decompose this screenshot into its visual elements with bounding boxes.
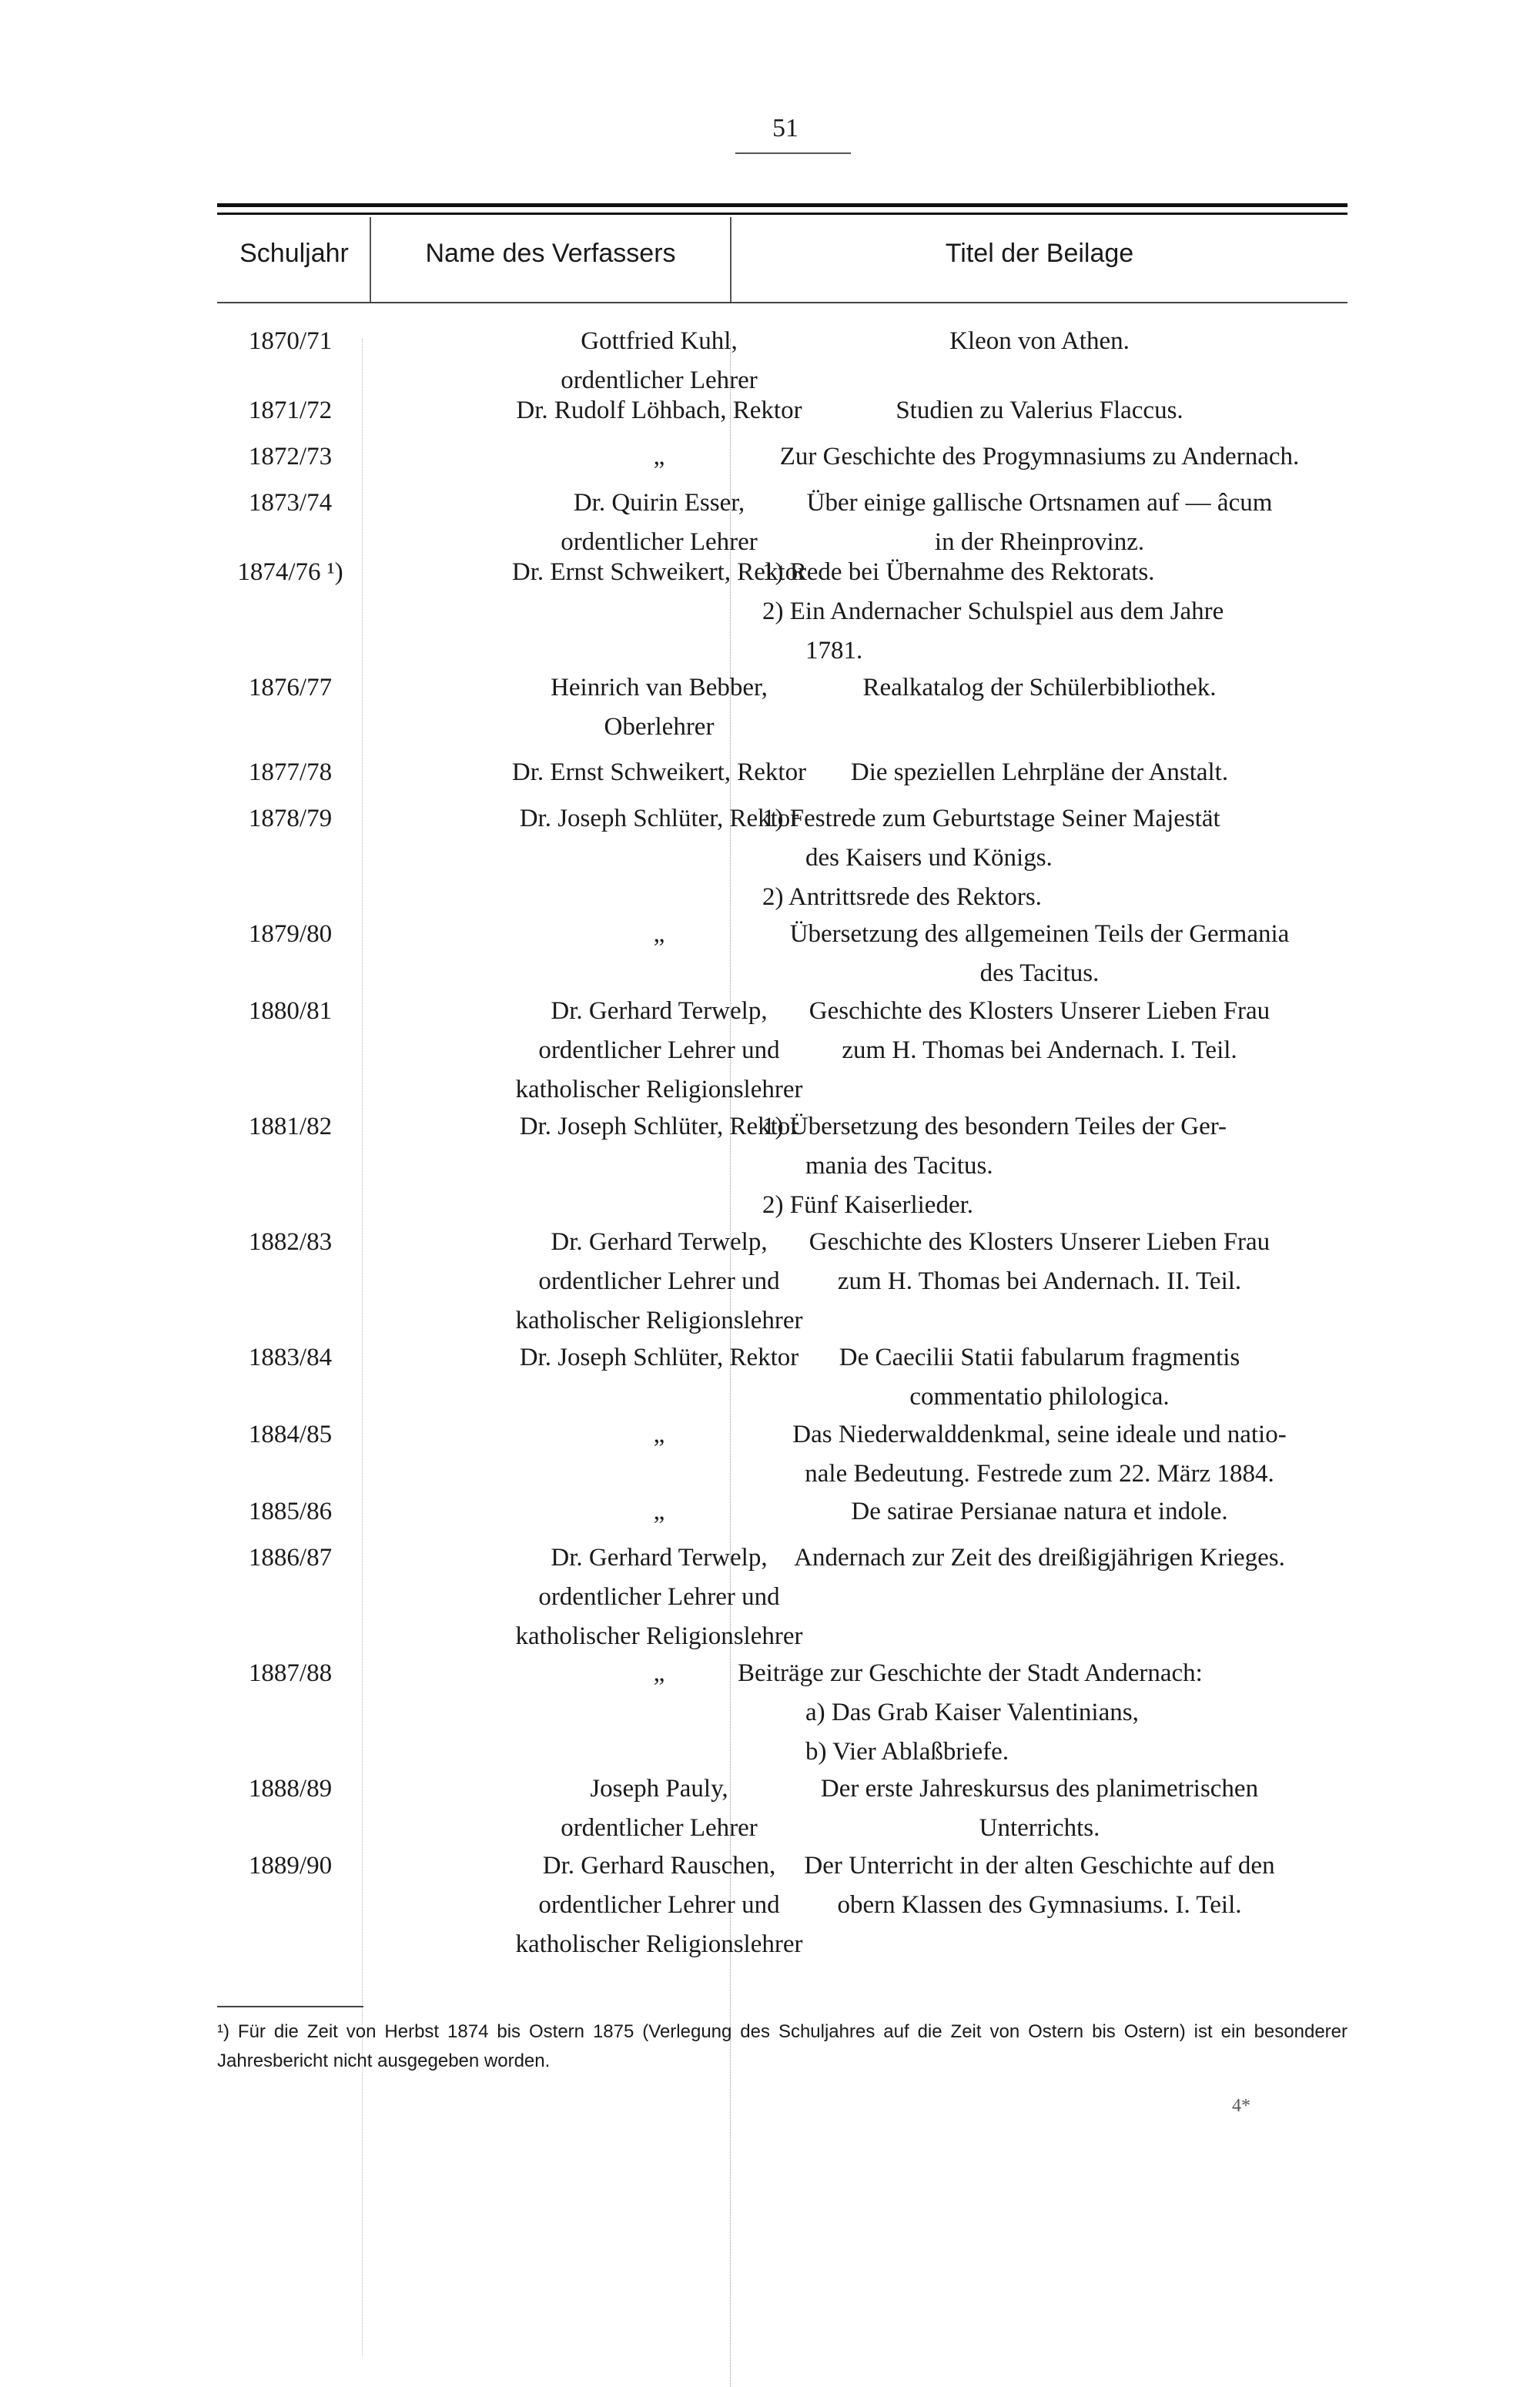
author-line: ordentlicher Lehrer und — [538, 1267, 780, 1295]
school-year: 1874/76 ¹) — [237, 558, 343, 586]
title-cell — [732, 992, 1348, 1070]
author-line: Gottfried Kuhl, — [581, 327, 738, 355]
author-line: Dr. Gerhard Terwelp, — [551, 1228, 768, 1256]
column-header-year: Schuljahr — [239, 239, 349, 268]
title-cell — [732, 322, 1348, 361]
title-line: De Caecilii Statii fabularum fragmentis — [839, 1344, 1240, 1371]
author-line: ordentlicher Lehrer — [561, 367, 758, 394]
title-line: a) Das Grab Kaiser Valentinians, — [805, 1699, 1139, 1726]
author-line: Dr. Joseph Schlüter, Rektor — [519, 805, 799, 832]
author-line: Dr. Ernst Schweikert, Rektor — [511, 558, 807, 586]
title-line: nale Bedeutung. Festrede zum 22. März 1884. — [805, 1460, 1274, 1488]
author-line: katholischer Religionslehrer — [515, 1076, 803, 1103]
author-line: Oberlehrer — [604, 713, 715, 741]
author-line: ordentlicher Lehrer und — [538, 1891, 780, 1919]
author-line: katholischer Religionslehrer — [515, 1930, 803, 1958]
author-line: „ — [653, 1659, 665, 1687]
title-line: des Kaisers und Königs. — [805, 844, 1053, 872]
school-year: 1870/71 — [248, 327, 333, 355]
title-cell — [732, 753, 1348, 792]
title-cell — [732, 915, 1348, 993]
header-divider-2 — [730, 217, 732, 302]
school-year: 1888/89 — [248, 1775, 333, 1803]
footnote: ¹) Für die Zeit von Herbst 1874 bis Ostern 1875 (Verlegung des Schuljahres auf die Zeit von Ostern bis Ostern) ist ein besonderer Jahresbericht nicht ausgegeben worden. — [217, 2021, 1348, 2071]
header-divider-1 — [370, 217, 371, 302]
title-line: Geschichte des Klosters Unserer Lieben Frau — [808, 1228, 1270, 1256]
school-year: 1881/82 — [248, 1113, 333, 1140]
school-year: 1886/87 — [248, 1544, 333, 1572]
author-line: ordentlicher Lehrer — [561, 1814, 758, 1842]
school-year: 1884/85 — [248, 1421, 333, 1448]
author-line: Joseph Pauly, — [590, 1775, 728, 1803]
author-line: Dr. Joseph Schlüter, Rektor — [519, 1344, 799, 1371]
title-line: commentatio philologica. — [909, 1383, 1170, 1411]
author-line: Dr. Quirin Esser, — [573, 489, 745, 517]
page-number: 51 — [772, 114, 798, 142]
title-line: 2) Antrittsrede des Rektors. — [762, 883, 1042, 911]
school-year: 1887/88 — [248, 1659, 333, 1687]
author-line: „ — [653, 920, 665, 948]
title-cell — [732, 391, 1348, 430]
title-cell — [732, 1654, 1348, 1772]
school-year: 1877/78 — [248, 758, 333, 786]
title-line: in der Rheinprovinz. — [934, 528, 1145, 556]
title-line: Andernach zur Zeit des dreißigjährigen Krieges. — [794, 1544, 1285, 1572]
title-line: Unterrichts. — [979, 1814, 1100, 1842]
author-line: „ — [653, 443, 665, 470]
school-year: 1876/77 — [248, 674, 333, 701]
title-line: Der Unterricht in der alten Geschichte auf den — [804, 1852, 1275, 1880]
title-line: Der erste Jahreskursus des planimetrischen — [820, 1775, 1259, 1803]
author-line: katholischer Religionslehrer — [515, 1622, 803, 1650]
column-header-title: Titel der Beilage — [945, 239, 1134, 268]
title-line: Die speziellen Lehrpläne der Anstalt. — [850, 758, 1229, 786]
title-line: Beiträge zur Geschichte der Stadt Andernach: — [738, 1659, 1203, 1687]
title-line: Zur Geschichte des Progymnasiums zu Andernach. — [779, 443, 1300, 470]
author-line: „ — [653, 1421, 665, 1448]
author-line: „ — [653, 1498, 665, 1525]
school-year: 1885/86 — [248, 1498, 333, 1525]
title-cell — [732, 1223, 1348, 1301]
author-line: Dr. Joseph Schlüter, Rektor — [519, 1113, 799, 1140]
signature-mark: 4* — [1232, 2096, 1250, 2116]
title-cell — [732, 668, 1348, 708]
title-line: 1) Übersetzung des besondern Teiles der Ger- — [762, 1113, 1227, 1140]
title-line: mania des Tacitus. — [805, 1152, 993, 1180]
school-year: 1873/74 — [248, 489, 333, 517]
title-line: De satirae Persianae natura et indole. — [851, 1498, 1228, 1525]
school-year: 1883/84 — [248, 1344, 333, 1371]
school-year: 1880/81 — [248, 997, 333, 1025]
title-line: Studien zu Valerius Flaccus. — [896, 397, 1183, 424]
title-cell — [732, 484, 1348, 562]
title-line: des Tacitus. — [979, 959, 1100, 987]
title-line: 1) Rede bei Übernahme des Rektorats. — [762, 558, 1155, 586]
top-rule — [217, 203, 1348, 207]
author-line: ordentlicher Lehrer und — [538, 1036, 780, 1064]
top-rule-secondary — [217, 213, 1348, 215]
author-line: Dr. Gerhard Terwelp, — [551, 1544, 768, 1572]
author-line: ordentlicher Lehrer und — [538, 1583, 780, 1611]
author-line: Dr. Rudolf Löhbach, Rektor — [516, 397, 802, 424]
title-line: Realkatalog der Schülerbibliothek. — [862, 674, 1217, 701]
title-line: zum H. Thomas bei Andernach. II. Teil. — [837, 1267, 1242, 1295]
school-year: 1879/80 — [248, 920, 333, 948]
title-cell — [732, 1107, 1348, 1225]
title-line: obern Klassen des Gymnasiums. I. Teil. — [837, 1891, 1242, 1919]
school-year: 1872/73 — [248, 443, 333, 470]
page-number-rule — [735, 152, 851, 154]
title-cell — [732, 1769, 1348, 1848]
title-cell — [732, 437, 1348, 477]
author-line: Dr. Ernst Schweikert, Rektor — [511, 758, 807, 786]
title-cell — [732, 1538, 1348, 1578]
author-line: Heinrich van Bebber, — [551, 674, 768, 701]
title-cell — [732, 1846, 1348, 1925]
title-line: Das Niederwalddenkmal, seine ideale und natio- — [792, 1421, 1287, 1448]
title-line: 2) Fünf Kaiserlieder. — [762, 1191, 974, 1219]
author-line: ordentlicher Lehrer — [561, 528, 758, 556]
title-line: b) Vier Ablaßbriefe. — [805, 1738, 1009, 1766]
title-cell — [732, 1415, 1348, 1494]
title-line: 1781. — [805, 637, 863, 665]
title-line: Übersetzung des allgemeinen Teils der Germania — [789, 920, 1290, 948]
title-cell — [732, 799, 1348, 917]
author-line: Dr. Gerhard Rauschen, — [542, 1852, 776, 1880]
header-rule — [217, 302, 1348, 303]
title-cell — [732, 1492, 1348, 1532]
column-header-author: Name des Verfassers — [425, 239, 676, 268]
title-cell — [732, 553, 1348, 671]
title-line: zum H. Thomas bei Andernach. I. Teil. — [842, 1036, 1237, 1064]
title-cell — [732, 1338, 1348, 1417]
footnote-rule — [217, 2006, 363, 2007]
school-year: 1871/72 — [248, 397, 333, 424]
title-line: Über einige gallische Ortsnamen auf — âcum — [806, 489, 1273, 517]
title-line: 2) Ein Andernacher Schulspiel aus dem Jahre — [762, 598, 1224, 625]
title-line: 1) Festrede zum Geburtstage Seiner Majestät — [762, 805, 1220, 832]
title-line: Kleon von Athen. — [949, 327, 1130, 355]
author-line: katholischer Religionslehrer — [515, 1307, 803, 1334]
title-line: Geschichte des Klosters Unserer Lieben Frau — [808, 997, 1270, 1025]
author-line: Dr. Gerhard Terwelp, — [551, 997, 768, 1025]
school-year: 1878/79 — [248, 805, 333, 832]
school-year: 1882/83 — [248, 1228, 333, 1256]
school-year: 1889/90 — [248, 1852, 333, 1880]
